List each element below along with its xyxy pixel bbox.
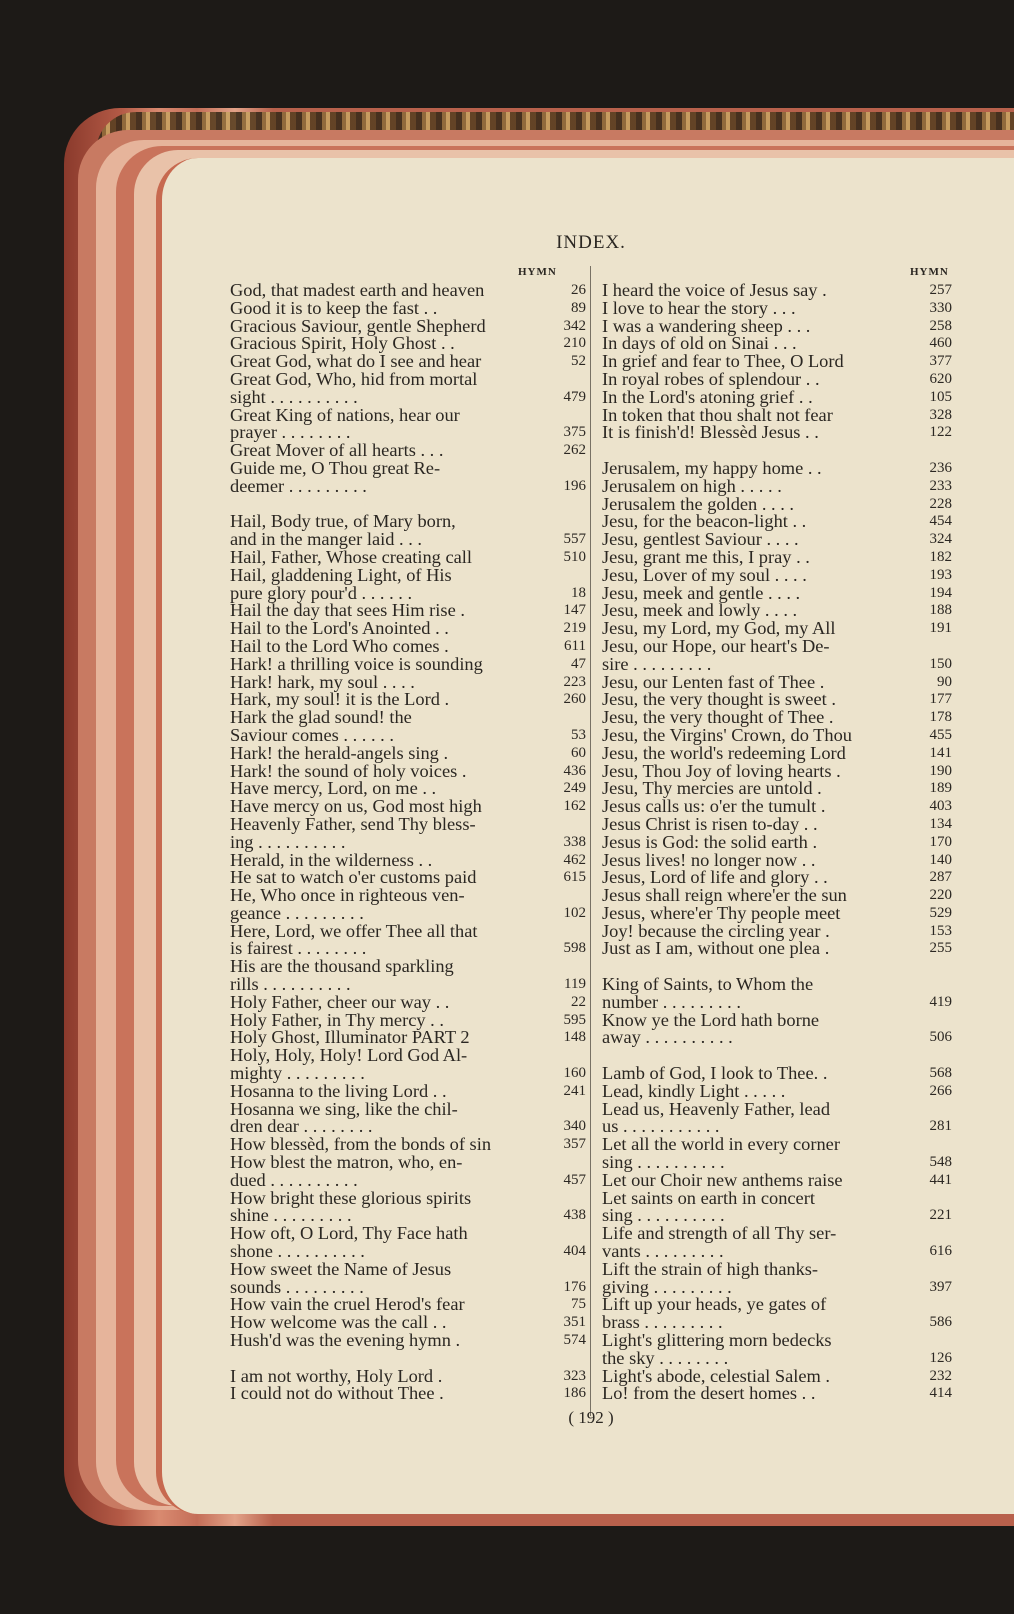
hymn-number: 260: [563, 691, 586, 708]
hymn-number: 351: [563, 1314, 586, 1331]
hymn-number: 177: [929, 691, 952, 708]
hymn-title: Hush'd was the evening hymn .: [230, 1330, 461, 1351]
hymn-title: Hosanna we sing, like the chil- dren dear . . . . . . . .: [230, 1098, 458, 1137]
index-entry: [602, 635, 952, 674]
hymn-title: Know ye the Lord hath borne away . . . . . . . . . .: [602, 1009, 820, 1048]
hymn-number: 340: [563, 1118, 586, 1135]
hymn-number: 160: [563, 1065, 586, 1082]
hymn-title: Have mercy on us, God most high: [230, 796, 482, 817]
index-entry: [230, 991, 586, 1012]
hymn-title: Great God, what do I see and hear: [230, 351, 482, 372]
hymn-number: 126: [929, 1349, 952, 1366]
hymn-number: 194: [929, 584, 952, 601]
index-entry: [230, 709, 586, 745]
index-entry: [230, 1154, 586, 1190]
hymn-title: Hail, Father, Whose creating call: [230, 546, 472, 567]
hymn-number: 377: [929, 353, 952, 370]
hymn-number: 403: [929, 798, 952, 815]
index-entry: [602, 1296, 952, 1332]
hymn-number: 548: [929, 1154, 952, 1171]
hymn-title: I am not worthy, Holy Lord .: [230, 1365, 443, 1386]
hymn-number: 190: [929, 762, 952, 779]
index-entry: [602, 1187, 952, 1226]
hymn-number: 529: [929, 904, 952, 921]
left-column-hymn-heading: HYMN: [518, 266, 557, 278]
hymn-number: 162: [563, 798, 586, 815]
hymn-title: How bright these glorious spirits shine . . . . . . . . .: [230, 1187, 472, 1226]
hymn-number: 419: [929, 993, 952, 1010]
hymn-title: Holy Father, in Thy mercy . .: [230, 1009, 444, 1030]
index-entry: [230, 457, 586, 496]
hymn-number: 375: [563, 424, 586, 441]
hymn-title: Gracious Saviour, gentle Shepherd: [230, 315, 486, 336]
hymn-title: How oft, O Lord, Thy Face hath shone . . . . . . . . . .: [230, 1223, 468, 1262]
index-entry: [230, 513, 586, 549]
hymn-number: 574: [563, 1332, 586, 1349]
hymn-number: 170: [929, 833, 952, 850]
hymn-title: How welcome was the call . .: [230, 1312, 447, 1333]
hymn-title: Jesus is God: the solid earth .: [602, 831, 818, 852]
hymn-title: Light's abode, celestial Salem .: [602, 1365, 831, 1386]
index-entry: [230, 564, 586, 603]
hymn-title: Jesu, the world's redeeming Lord: [602, 742, 846, 763]
index-entry: [230, 1047, 586, 1083]
index-entry: [602, 564, 952, 585]
hymn-title: Lift up your heads, ye gates of brass . . . . . . . . .: [602, 1294, 827, 1333]
hymn-number: 210: [563, 335, 586, 352]
index-entry: [230, 1332, 586, 1350]
index-entry: [602, 1098, 952, 1137]
hymn-number: 414: [929, 1385, 952, 1402]
hymn-number: 141: [929, 744, 952, 761]
index-entry: [230, 958, 586, 994]
hymn-number: 620: [929, 370, 952, 387]
index-entry: [602, 1169, 952, 1190]
hymn-title: Jesus lives! no longer now . .: [602, 849, 816, 870]
hymn-number: 616: [929, 1243, 952, 1260]
hymn-title: Guide me, O Thou great Re- deemer . . . . . . . . .: [230, 457, 441, 496]
hymn-title: Life and strength of all Thy ser- vants . . . . . . . . .: [602, 1223, 837, 1262]
hymn-number: 188: [929, 602, 952, 619]
hymn-number: 323: [563, 1367, 586, 1384]
hymn-number: 140: [929, 851, 952, 868]
hymn-title: Lift the strain of high thanks- giving . . . . . . . . .: [602, 1258, 819, 1297]
hymn-title: Jesu, meek and lowly . . . .: [602, 600, 798, 621]
hymn-number: 338: [563, 833, 586, 850]
hymn-number: 255: [929, 940, 952, 957]
hymn-title: In the Lord's atoning grief . .: [602, 386, 813, 407]
hymn-number: 60: [571, 744, 586, 761]
hymn-title: Here, Lord, we offer Thee all that is fairest . . . . . . . .: [230, 920, 478, 959]
hymn-number: 52: [571, 353, 586, 370]
hymn-number: 90: [937, 673, 952, 690]
hymn-title: Jesu, our Lenten fast of Thee .: [602, 671, 825, 692]
hymn-title: Hail to the Lord's Anointed . .: [230, 618, 449, 639]
hymn-title: Jesu, the Virgins' Crown, do Thou: [602, 724, 852, 745]
hymn-title: Lamb of God, I look to Thee. .: [602, 1063, 828, 1084]
hymn-title: Jesu, for the beacon-light . .: [602, 511, 807, 532]
hymn-title: Jesu, the very thought is sweet .: [602, 689, 836, 710]
hymn-title: Heavenly Father, send Thy bless- ing . . . . . . . . . .: [230, 813, 476, 852]
hymn-number: 249: [563, 780, 586, 797]
hymn-title: Jerusalem, my happy home . .: [602, 457, 822, 478]
hymn-title: Jesu, Thy mercies are untold .: [602, 778, 822, 799]
hymn-title: Hark! hark, my soul . . . .: [230, 671, 415, 692]
section-gap: [230, 1350, 586, 1368]
hymn-number: 150: [929, 655, 952, 672]
hymn-title: Holy Father, cheer our way . .: [230, 991, 450, 1012]
hymn-title: Let saints on earth in concert sing . . . . . . . . . .: [602, 1187, 815, 1226]
hymn-number: 147: [563, 602, 586, 619]
hymn-number: 568: [929, 1065, 952, 1082]
hymn-number: 258: [929, 317, 952, 334]
hymn-number: 89: [571, 299, 586, 316]
hymn-title: Hail the day that sees Him rise .: [230, 600, 465, 621]
hymn-title: Hail, gladdening Light, of His pure glory pour'd . . . . . .: [230, 564, 452, 603]
index-entry: [230, 368, 586, 407]
hymn-title: Hail to the Lord Who comes .: [230, 635, 449, 656]
hymn-number: 595: [563, 1011, 586, 1028]
hymn-number: 436: [563, 762, 586, 779]
hymn-number: 257: [929, 282, 952, 298]
index-entry: [230, 887, 586, 923]
hymn-title: Joy! because the circling year .: [602, 920, 830, 941]
hymn-number: 105: [929, 388, 952, 405]
hymn-number: 122: [929, 424, 952, 441]
index-entry: [230, 1258, 586, 1297]
index-entry: [230, 813, 586, 852]
hymn-number: 196: [563, 477, 586, 494]
hymn-number: 457: [563, 1171, 586, 1188]
hymn-number: 47: [571, 655, 586, 672]
index-entry: [230, 1098, 586, 1137]
hymn-title: Hark, my soul! it is the Lord .: [230, 689, 450, 710]
index-entry: [230, 742, 586, 763]
hymn-number: 506: [929, 1029, 952, 1046]
hymn-number: 598: [563, 940, 586, 957]
hymn-number: 220: [929, 887, 952, 904]
hymn-number: 18: [571, 584, 586, 601]
hymn-title: Great King of nations, hear our prayer . . . . . . . .: [230, 404, 460, 443]
hymn-title: Jesu, grant me this, I pray . .: [602, 546, 810, 567]
hymn-number: 53: [571, 726, 586, 743]
hymn-number: 615: [563, 869, 586, 886]
hymn-title: I heard the voice of Jesus say .: [602, 280, 827, 300]
hymn-number: 232: [929, 1367, 952, 1384]
hymn-number: 266: [929, 1082, 952, 1099]
index-entry: [602, 1385, 952, 1403]
hymn-title: Let our Choir new anthems raise: [602, 1169, 843, 1190]
hymn-title: Hark the glad sound! the Saviour comes . . . . . .: [230, 707, 412, 745]
hymn-title: Hark! a thrilling voice is sounding: [230, 653, 483, 674]
hymn-title: God, that madest earth and heaven: [230, 280, 485, 300]
hymn-title: He, Who once in righteous ven- geance . . . . . . . . .: [230, 885, 465, 923]
index-entry: [602, 1225, 952, 1261]
hymn-title: Jesu, Lover of my soul . . . .: [602, 564, 807, 585]
hymn-title: Hosanna to the living Lord . .: [230, 1080, 447, 1101]
index-entry: [602, 1332, 952, 1368]
right-column-hymn-heading: HYMN: [910, 266, 949, 278]
hymn-title: Jerusalem on high . . . . .: [602, 475, 782, 496]
hymn-title: Jesus, Lord of life and glory . .: [602, 867, 828, 888]
column-divider: [590, 266, 591, 1416]
hymn-title: I love to hear the story . . .: [602, 297, 796, 318]
hymn-title: Lead, kindly Light . . . . .: [602, 1080, 786, 1101]
hymn-number: 324: [929, 531, 952, 548]
hymn-number: 586: [929, 1314, 952, 1331]
hymn-number: 454: [929, 513, 952, 530]
hymn-title: Let all the world in every corner sing . . . . . . . . . .: [602, 1134, 840, 1173]
hymn-number: 189: [929, 780, 952, 797]
hymn-number: 119: [564, 976, 586, 993]
index-entry: [602, 742, 952, 763]
hymn-title: In grief and fear to Thee, O Lord: [602, 351, 844, 372]
hymn-title: How sweet the Name of Jesus sounds . . . . . . . . .: [230, 1258, 452, 1297]
index-entry: [602, 475, 952, 496]
hymn-number: 262: [563, 442, 586, 459]
hymn-title: Good it is to keep the fast . .: [230, 297, 438, 318]
hymn-number: 330: [929, 299, 952, 316]
hymn-number: 134: [929, 815, 952, 832]
hymn-number: 479: [563, 388, 586, 405]
hymn-title: Jesu, my Lord, my God, my All: [602, 618, 836, 639]
hymn-number: 438: [563, 1207, 586, 1224]
index-page: [156, 158, 1014, 1514]
hymn-title: In royal robes of splendour . .: [602, 368, 820, 389]
hymn-number: 404: [563, 1243, 586, 1260]
hymn-title: Jesus calls us: o'er the tumult .: [602, 796, 826, 817]
index-entry: [602, 940, 952, 958]
hymn-title: Jesus, where'er Thy people meet: [602, 902, 841, 923]
hymn-title: Jesus shall reign where'er the sun: [602, 885, 847, 906]
hymn-number: 510: [563, 548, 586, 565]
hymn-title: Hark! the sound of holy voices .: [230, 760, 467, 781]
index-entry: [602, 1136, 952, 1172]
hymn-number: 611: [564, 637, 586, 654]
hymn-title: In days of old on Sinai . . .: [602, 333, 797, 354]
hymn-title: He sat to watch o'er customs paid: [230, 867, 477, 888]
hymn-title: How blest the matron, who, en- dued . . . . . . . . . .: [230, 1152, 463, 1190]
hymn-title: Jesu, Thou Joy of loving hearts .: [602, 760, 841, 781]
left-index-column: [230, 282, 586, 1403]
hymn-number: 342: [563, 317, 586, 334]
hymn-title: Herald, in the wilderness . .: [230, 849, 433, 870]
hymn-number: 441: [929, 1171, 952, 1188]
hymn-title: King of Saints, to Whom the number . . . . . . . . .: [602, 974, 814, 1012]
hymn-title: Have mercy, Lord, on me . .: [230, 778, 437, 799]
hymn-title: How vain the cruel Herod's fear: [230, 1294, 465, 1315]
hymn-number: 236: [929, 459, 952, 476]
hymn-number: 186: [563, 1385, 586, 1402]
hymn-number: 148: [563, 1029, 586, 1046]
hymn-number: 176: [563, 1278, 586, 1295]
hymn-title: I could not do without Thee .: [230, 1383, 444, 1404]
hymn-number: 328: [929, 406, 952, 423]
hymn-number: 178: [929, 709, 952, 726]
hymn-title: Jesu, our Hope, our heart's De- sire . . . . . . . . .: [602, 635, 830, 674]
index-entry: [230, 1225, 586, 1261]
page-number: ( 192 ): [568, 1408, 614, 1427]
hymn-number: 287: [929, 869, 952, 886]
index-entry: [602, 831, 952, 852]
hymn-number: 397: [929, 1278, 952, 1295]
hymn-number: 233: [929, 477, 952, 494]
hymn-number: 219: [563, 620, 586, 637]
hymn-number: 462: [563, 851, 586, 868]
hymn-number: 221: [929, 1207, 952, 1224]
hymn-title: Lead us, Heavenly Father, lead us . . . . . . . . . . .: [602, 1098, 831, 1137]
hymn-number: 228: [929, 495, 952, 512]
hymn-title: Hark! the herald-angels sing .: [230, 742, 449, 763]
hymn-number: 22: [571, 993, 586, 1010]
hymn-title: Jesu, meek and gentle . . . .: [602, 582, 801, 603]
hymn-title: Lo! from the desert homes . .: [602, 1383, 816, 1404]
hymn-number: 455: [929, 726, 952, 743]
hymn-number: 26: [571, 282, 586, 298]
hymn-title: Great God, Who, hid from mortal sight . . . . . . . . . .: [230, 368, 478, 407]
hymn-number: 281: [929, 1118, 952, 1135]
index-entry: [230, 404, 586, 443]
hymn-title: Holy, Holy, Holy! Lord God Al- mighty . . . . . . . . .: [230, 1045, 468, 1084]
hymn-number: 75: [571, 1296, 586, 1313]
hymn-title: Jerusalem the golden . . . .: [602, 493, 795, 514]
index-entry: [602, 1258, 952, 1297]
hymn-title: Light's glittering morn bedecks the sky . . . . . . . .: [602, 1330, 832, 1368]
hymn-number: 557: [563, 531, 586, 548]
index-entry: [602, 1009, 952, 1048]
index-entry: [602, 297, 952, 318]
hymn-number: 102: [563, 904, 586, 921]
hymn-title: How blessèd, from the bonds of sin: [230, 1134, 492, 1155]
index-entry: [230, 1080, 586, 1101]
hymn-number: 182: [929, 548, 952, 565]
index-entry: [602, 1080, 952, 1101]
hymn-title: Holy Ghost, Illuminator PART 2: [230, 1027, 470, 1048]
hymn-title: In token that thou shalt not fear: [602, 404, 833, 425]
hymn-title: Great Mover of all hearts . . .: [230, 440, 444, 461]
hymn-number: 153: [929, 922, 952, 939]
index-entry: [230, 920, 586, 959]
hymn-title: It is finish'd! Blessèd Jesus . .: [602, 422, 819, 443]
hymn-number: 191: [929, 620, 952, 637]
hymn-number: 357: [563, 1136, 586, 1153]
hymn-title: Jesu, the very thought of Thee .: [602, 707, 834, 728]
index-entry: [230, 297, 586, 318]
hymn-number: 193: [929, 566, 952, 583]
hymn-number: 223: [563, 673, 586, 690]
index-entry: [230, 1385, 586, 1403]
page-title: INDEX.: [556, 232, 626, 253]
hymn-title: His are the thousand sparkling rills . . . . . . . . . .: [230, 956, 454, 995]
right-index-column: [602, 282, 952, 1403]
index-entry: [230, 1187, 586, 1226]
hymn-number: 241: [563, 1082, 586, 1099]
index-entry: [602, 386, 952, 407]
index-entry: [230, 653, 586, 674]
hymn-title: Gracious Spirit, Holy Ghost . .: [230, 333, 455, 354]
index-entry: [602, 424, 952, 442]
hymn-title: I was a wandering sheep . . .: [602, 315, 811, 336]
hymn-number: 460: [929, 335, 952, 352]
hymn-title: Jesu, gentlest Saviour . . . .: [602, 529, 799, 550]
index-entry: [602, 976, 952, 1012]
hymn-title: Just as I am, without one plea .: [602, 938, 830, 959]
hymn-title: Hail, Body true, of Mary born, and in the manger laid . . .: [230, 511, 456, 550]
hymn-title: Jesus Christ is risen to-day . .: [602, 813, 818, 834]
